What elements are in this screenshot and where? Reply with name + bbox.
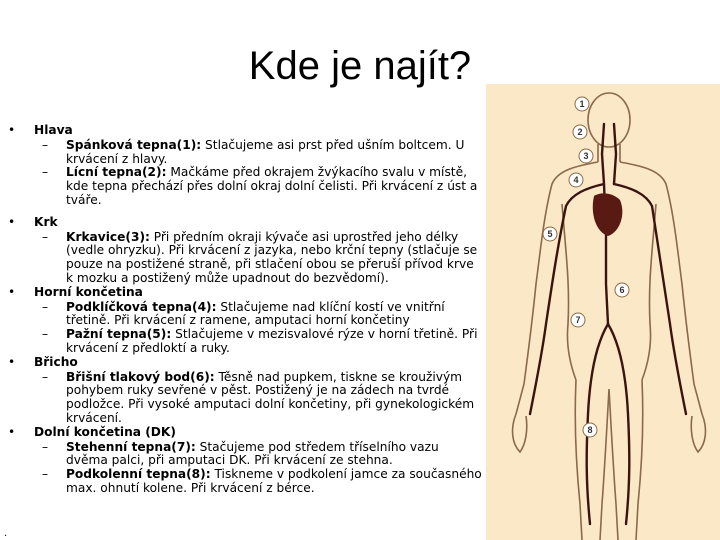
point-label-6: 6 bbox=[619, 285, 625, 295]
point-label-7: 7 bbox=[575, 315, 581, 325]
left-hand-outline bbox=[513, 414, 527, 452]
list-item bbox=[8, 371, 488, 426]
section-heading: Hlava bbox=[34, 123, 73, 137]
point-label-1: 1 bbox=[579, 99, 585, 109]
point-label-5: 5 bbox=[547, 229, 553, 239]
bullet: • bbox=[8, 354, 16, 369]
heart-shape bbox=[593, 193, 623, 236]
dash: – bbox=[42, 327, 49, 342]
bullet: • bbox=[8, 123, 16, 137]
bullet: • bbox=[8, 284, 16, 299]
item-text: Těsně nad pupkem, tiskne se krouživým pohybem ruky sevřené v pěst. Postižený je na zádech na tvrdé podložce. Při vysoké amputaci dolní končetiny, při gynekologickém krvácení. bbox=[66, 369, 475, 425]
section-head-region bbox=[8, 124, 488, 138]
section-heading: Krk bbox=[34, 214, 58, 229]
item-term: Lícní tepna(2): bbox=[66, 165, 167, 180]
item-text: Stačujeme pod středem tříselního vazu dvěma palci, při amputaci DK. Při krvácení ze stehna. bbox=[66, 439, 439, 468]
section-neck bbox=[8, 216, 488, 230]
list-item bbox=[8, 328, 488, 356]
list-item bbox=[8, 166, 488, 207]
section-lower-limb bbox=[8, 426, 488, 440]
item-term: Podklíčková tepna(4): bbox=[66, 299, 217, 314]
anatomy-figure bbox=[486, 84, 720, 540]
item-term: Břišní tlakový bod(6): bbox=[66, 369, 215, 384]
section-heading: Dolní končetina (DK) bbox=[34, 424, 176, 439]
dash: – bbox=[42, 369, 49, 384]
section-heading: Břicho bbox=[34, 354, 78, 369]
item-term: Krkavice(3): bbox=[66, 229, 150, 244]
item-text: Mačkáme před okrajem žvýkacího svalu v místě, kde tepna přechází přes dolní okraj dolní čelisti. Při krvácení z úst a tváře. bbox=[66, 165, 478, 207]
item-text: Stlačujeme v mezisvalové rýze v horní třetině. Při krvácení z předloktí a ruky. bbox=[66, 327, 478, 355]
footer-mark: . bbox=[4, 528, 8, 539]
list-item bbox=[8, 231, 488, 286]
list-item bbox=[8, 468, 488, 496]
item-term: Spánková tepna(1): bbox=[66, 137, 202, 152]
right-hand-outline bbox=[691, 414, 705, 452]
list-item bbox=[8, 301, 488, 329]
head-outline bbox=[588, 93, 630, 147]
item-term: Pažní tepna(5): bbox=[66, 327, 172, 342]
left-arm-artery bbox=[530, 184, 604, 414]
point-label-2: 2 bbox=[577, 127, 583, 137]
item-term: Podkolenní tepna(8): bbox=[66, 467, 211, 482]
item-text: Stlačujeme asi prst před ušním boltcem. U krvácení z hlavy. bbox=[66, 137, 465, 166]
section-upper-limb bbox=[8, 286, 488, 300]
content-list bbox=[8, 124, 488, 496]
dash: – bbox=[42, 299, 49, 314]
slide-title bbox=[0, 44, 720, 89]
slide-title-text: Kde je najít? bbox=[248, 44, 472, 88]
point-label-8: 8 bbox=[587, 425, 593, 435]
dash: – bbox=[42, 467, 49, 482]
body-diagram bbox=[486, 84, 720, 540]
item-term: Stehenní tepna(7): bbox=[66, 439, 196, 454]
leg-outline bbox=[575, 380, 643, 540]
bullet: • bbox=[8, 214, 16, 229]
list-item bbox=[8, 441, 488, 469]
dash: – bbox=[42, 229, 49, 244]
section-abdomen bbox=[8, 356, 488, 370]
point-label-4: 4 bbox=[573, 175, 579, 185]
dash: – bbox=[42, 165, 49, 180]
item-text: Stlačujeme nad klíční kostí ve vnitřní třetině. Při krvácení z ramene, amputaci horní končetiny bbox=[66, 299, 445, 328]
item-text: Při předním okraji kývače asi uprostřed jeho délky (vedle ohryzku). Při krvácení z jazyka, nebo krční tepny (stlačuje se pouze na postižené straně, při stlačení obou se přeruší přívod krve k mozku a postižený může upadnout do bezvědomí). bbox=[66, 229, 478, 285]
carotid-line bbox=[614, 124, 616, 184]
artery-lines bbox=[530, 124, 686, 524]
dash: – bbox=[42, 439, 49, 454]
dash: – bbox=[42, 137, 49, 152]
list-item bbox=[8, 139, 488, 167]
point-label-3: 3 bbox=[583, 151, 589, 161]
body-outline bbox=[513, 93, 706, 540]
bullet: • bbox=[8, 424, 16, 439]
section-heading: Horní končetina bbox=[34, 284, 143, 299]
item-text: Tiskneme v podkolení jamce za současného max. ohnutí kolene. Při krvácení z bérce. bbox=[66, 467, 482, 495]
